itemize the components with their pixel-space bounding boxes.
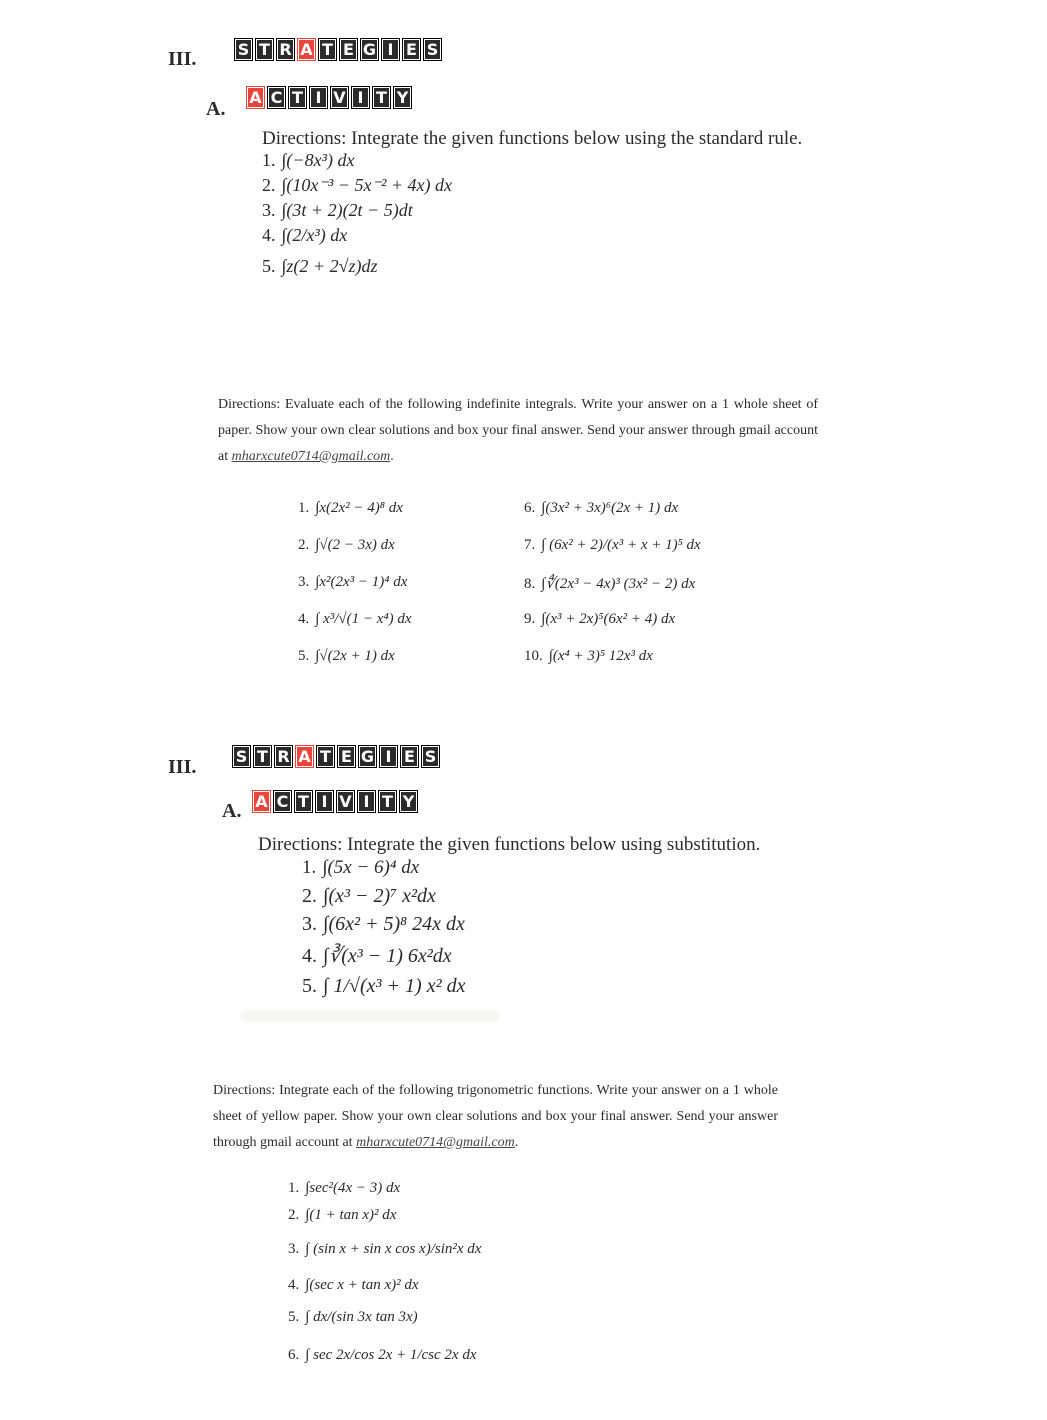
strategies-tile: A (297, 38, 316, 61)
strategies-tile: R (274, 745, 293, 768)
list-indefinite-left (298, 500, 412, 685)
activity-tile: C (267, 86, 286, 109)
list-item: 1. ∫(5x − 6)⁴ dx (302, 857, 420, 878)
list-item: 5. ∫ dx/(sin 3x tan 3x) (288, 1309, 418, 1325)
activity-tile: T (294, 790, 313, 813)
strategies-tile: T (318, 38, 337, 61)
strategies-tile: E (402, 38, 421, 61)
activity-tile: I (309, 86, 328, 109)
strategies-tile: E (337, 745, 356, 768)
list-item: 5. ∫√(2x + 1) dx (298, 648, 395, 664)
list-item: 9. ∫(x³ + 2x)⁵(6x² + 4) dx (524, 611, 676, 627)
list-item: 4. ∫(sec x + tan x)² dx (288, 1277, 419, 1293)
directions-indefinite: Directions: Evaluate each of the following indefinite integrals. Write your answer on a 1 whole sheet of paper. Show your own clear solutions and box your final answer. Send your answer through gmail account at mharxcute0714@gmail.com. (218, 397, 818, 464)
list-substitution (302, 857, 465, 1005)
list-item: 2. ∫(10x⁻³ − 5x⁻² + 4x) dx (262, 175, 452, 195)
activity-tile: T (372, 86, 391, 109)
directions-substitution: Directions: Integrate the given functions below using substitution. (258, 834, 761, 855)
activity-tile: Y (399, 790, 418, 813)
strategies-tile: S (421, 745, 440, 768)
activity-banner-2 (252, 790, 418, 813)
strategies-tile: S (232, 745, 251, 768)
list-item: 1. ∫sec²(4x − 3) dx (288, 1180, 401, 1196)
list-item: 5. ∫z(2 + 2√z)dz (262, 256, 378, 276)
strategies-banner-2 (232, 745, 440, 768)
list-item: 2. ∫(1 + tan x)² dx (288, 1207, 397, 1223)
strategies-tile: E (400, 745, 419, 768)
strategies-tile: S (423, 38, 442, 61)
section-2-roman: III. (168, 756, 197, 778)
activity-tile: I (357, 790, 376, 813)
activity-tile: T (378, 790, 397, 813)
smudge-decoration (240, 1010, 500, 1022)
strategies-banner-1 (234, 38, 442, 61)
strategies-tile: E (339, 38, 358, 61)
directions-trigonometric: Directions: Integrate each of the following trigonometric functions. Write your answer on a 1 whole sheet of yellow paper. Show your own clear solutions and box your final answer. Send your answer through gmail account at mharxcute0714@gmail.com. (213, 1083, 778, 1150)
activity-letter-2: A. (222, 800, 242, 822)
activity-banner-1 (246, 86, 412, 109)
directions-trigonometric-text: Directions: Integrate each of the following trigonometric functions. Write your answer on a 1 whole sheet of yellow paper. Show your own clear solutions and box your final answer. Send your answer through gmail account at (213, 1083, 778, 1150)
list-item: 8. ∫∜(2x³ − 4x)³ (3x² − 2) dx (524, 576, 696, 592)
activity-tile: T (288, 86, 307, 109)
activity-tile: A (252, 790, 271, 813)
activity-tile: A (246, 86, 265, 109)
list-item: 7. ∫ (6x² + 2)/(x³ + x + 1)⁵ dx (524, 537, 701, 553)
activity-tile: V (330, 86, 349, 109)
list-item: 4. ∫∛(x³ − 1) 6x²dx (302, 945, 452, 967)
list-item: 1. ∫x(2x² − 4)⁸ dx (298, 500, 403, 516)
strategies-tile: G (358, 745, 377, 768)
list-item: 4. ∫(2/x³) dx (262, 225, 348, 245)
list-standard-rule (262, 150, 452, 281)
strategies-tile: T (316, 745, 335, 768)
directions-standard-rule: Directions: Integrate the given functions below using the standard rule. (262, 128, 803, 149)
activity-tile: V (336, 790, 355, 813)
section-1-roman: III. (168, 48, 197, 70)
email-link-2[interactable]: mharxcute0714@gmail.com (356, 1135, 515, 1150)
strategies-tile: I (379, 745, 398, 768)
strategies-tile: A (295, 745, 314, 768)
activity-tile: Y (393, 86, 412, 109)
list-item: 2. ∫(x³ − 2)⁷ x²dx (302, 885, 436, 907)
strategies-tile: I (381, 38, 400, 61)
list-item: 2. ∫√(2 − 3x) dx (298, 537, 395, 553)
list-item: 3. ∫(3t + 2)(2t − 5)dt (262, 200, 413, 220)
activity-tile: I (315, 790, 334, 813)
activity-tile: I (351, 86, 370, 109)
list-item: 3. ∫x²(2x³ − 1)⁴ dx (298, 574, 408, 590)
strategies-tile: G (360, 38, 379, 61)
email-link-1[interactable]: mharxcute0714@gmail.com (231, 449, 391, 464)
list-trigonometric (288, 1180, 481, 1377)
list-item: 6. ∫ sec 2x/cos 2x + 1/csc 2x dx (288, 1347, 477, 1363)
strategies-tile: S (234, 38, 253, 61)
directions-indefinite-text: Directions: Evaluate each of the following indefinite integrals. Write your answer on a 1 whole sheet of paper. Show your own clear solutions and box your final answer. Send your answer through gmail account at (218, 397, 818, 464)
list-item: 6. ∫(3x² + 3x)⁶(2x + 1) dx (524, 500, 679, 516)
list-indefinite-right (524, 500, 701, 685)
list-item: 4. ∫ x³/√(1 − x⁴) dx (298, 611, 412, 627)
strategies-tile: T (255, 38, 274, 61)
list-item: 3. ∫ (sin x + sin x cos x)/sin²x dx (288, 1241, 482, 1257)
list-item: 3. ∫(6x² + 5)⁸ 24x dx (302, 913, 465, 935)
activity-letter-1: A. (206, 98, 226, 120)
list-item: 10. ∫(x⁴ + 3)⁵ 12x³ dx (524, 648, 653, 664)
activity-tile: C (273, 790, 292, 813)
strategies-tile: T (253, 745, 272, 768)
list-item: 1. ∫(−8x³) dx (262, 150, 355, 170)
strategies-tile: R (276, 38, 295, 61)
list-item: 5. ∫ 1/√(x³ + 1) x² dx (302, 975, 466, 997)
